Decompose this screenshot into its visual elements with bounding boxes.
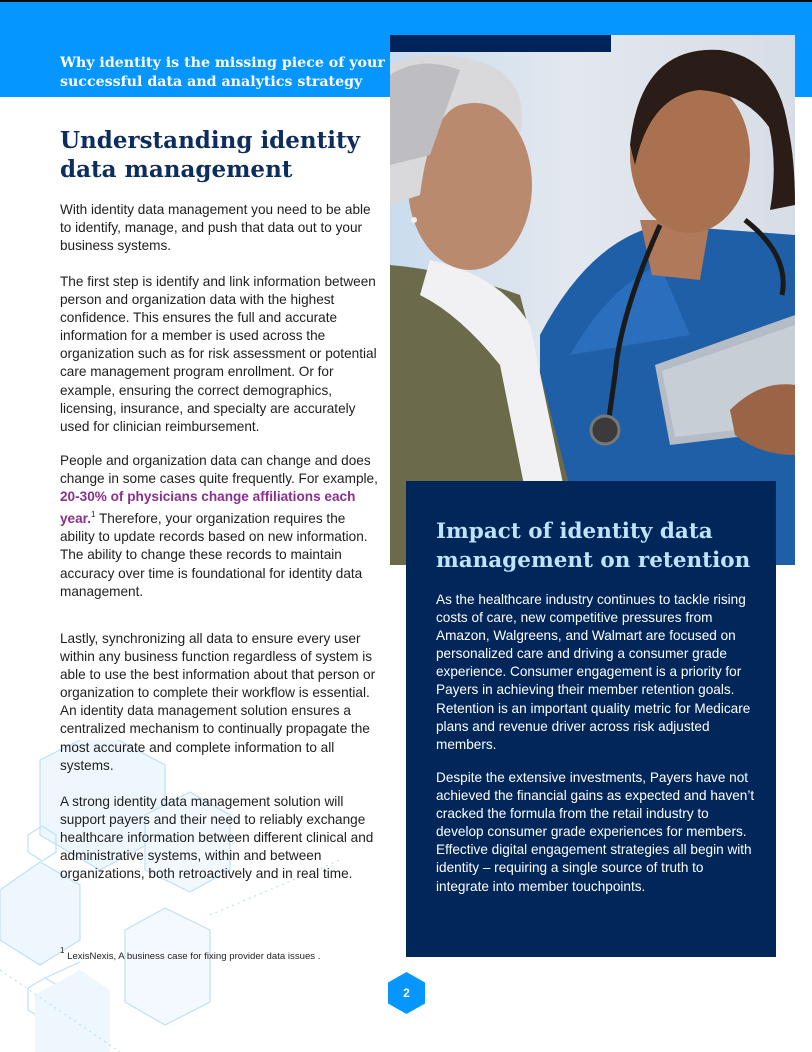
- paragraph-intro: With identity data management you need to be able to identify, manage, and push that data out to your business systems.: [60, 202, 371, 254]
- paragraph-data-change-before: People and organization data can change and does change in some cases quite frequently. For example,: [60, 453, 378, 487]
- hexagon-pattern-icon: [0, 740, 400, 1052]
- card-heading-line1: Impact of identity data: [436, 519, 713, 544]
- paragraph-data-change-after: Therefore, your organization requires the ability to update records based on new information. The ability to change these records to maintain accuracy over time is foundational for identity data management.: [60, 511, 368, 599]
- footnote-mark: 1: [60, 946, 65, 955]
- card-heading-line2: management on retention: [436, 548, 751, 573]
- section-heading: [60, 126, 380, 184]
- section-heading-line2: data management: [60, 156, 293, 183]
- footnote-text: LexisNexis, A business case for fixing provider data issues .: [67, 951, 321, 962]
- photo-accent-bar: [390, 35, 611, 52]
- card-paragraph-competition: As the healthcare industry continues to tackle rising costs of care, new competitive pressures from Amazon, Walgreens, and Walmart are focused on personalized care and driving a consumer grade experience. Consumer engagement is a priority for Payers in achieving their member retention goals. Retention is an important quality metric for Medicare plans and revenue driver across risk adjusted members.: [436, 592, 751, 752]
- top-rule: [0, 0, 812, 2]
- paragraph-first-step: The first step is identify and link information between person and organization data with the highest confidence. This ensures the full and accurate information for a member is used across the organization such as for risk assessment or potential care management program enrollment. Or for example, ensuring the correct demographics, licensing, insurance, and specialty are accurately used for clinician reimbursement.: [60, 274, 377, 434]
- physician-stat-highlight: 20-30% of physicians change affiliations each year.: [60, 489, 356, 527]
- retention-card: [406, 481, 776, 957]
- paragraph-synchronizing: Lastly, synchronizing all data to ensure every user within any business function regardless of system is able to use the best information about that person or organization to complete their workflow is essential. An identity data management solution ensures a centralized mechanism to continually propagate the most accurate and complete information to all systems.: [60, 631, 376, 773]
- paragraph-data-change: [60, 452, 380, 601]
- footnote: [60, 946, 320, 962]
- document-title-line2: successful data and analytics strategy: [60, 74, 363, 90]
- document-title: [60, 54, 390, 92]
- paragraph-strong-solution: A strong identity data management solution will support payers and their need to reliably exchange healthcare information between different clinical and administrative systems, within and between organizations, both retroactively and in real time.: [60, 794, 374, 882]
- card-paragraph-investments: Despite the extensive investments, Payers have not achieved the financial gains as expected and haven’t cracked the formula from the retail industry to develop consumer grade experiences for members. Effective digital engagement strategies all begin with identity – requiring a single source of truth to integrate into member touchpoints.: [436, 770, 755, 894]
- section-heading-line1: Understanding identity: [60, 127, 360, 154]
- page-number: 2: [403, 986, 410, 1000]
- card-heading: [436, 517, 766, 575]
- footnote-ref: 1: [91, 510, 96, 520]
- document-title-line1: Why identity is the missing piece of your: [60, 55, 385, 71]
